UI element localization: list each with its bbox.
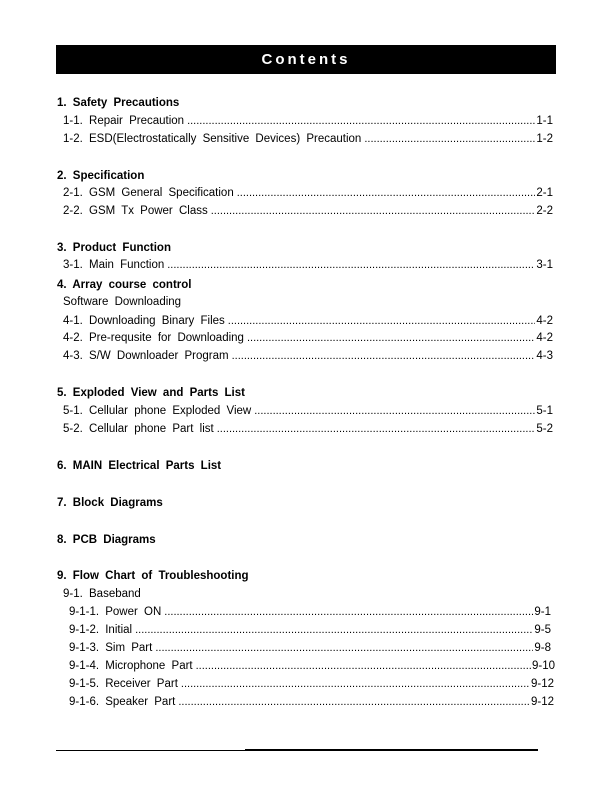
- toc-heading[interactable]: 3. Product Function: [57, 242, 171, 254]
- toc-heading[interactable]: 5. Exploded View and Parts List: [57, 387, 245, 399]
- toc-entry-label: 4-3. S/W Downloader Program: [63, 350, 229, 362]
- dot-leader: [167, 258, 535, 272]
- toc-entry[interactable]: [69, 641, 551, 655]
- toc-entry-label: 3-1. Main Function: [63, 259, 165, 271]
- toc-entry-label: 5-2. Cellular phone Part list: [63, 423, 214, 435]
- toc-entry-label: 9-1-6. Speaker Part: [69, 696, 176, 708]
- toc-entry-page: 9-5: [534, 624, 551, 636]
- toc-entry-page: 9-10: [531, 660, 555, 672]
- dot-leader: [364, 132, 535, 146]
- toc-heading[interactable]: 6. MAIN Electrical Parts List: [57, 460, 222, 472]
- footer-rule: [56, 750, 538, 751]
- toc-entry[interactable]: [63, 204, 553, 218]
- toc-heading[interactable]: 8. PCB Diagrams: [57, 534, 156, 546]
- dot-leader: [196, 659, 531, 673]
- toc-entry[interactable]: [69, 695, 554, 709]
- toc-entry-page: 4-2: [536, 315, 553, 327]
- dot-leader: [164, 605, 533, 619]
- toc-entry[interactable]: [69, 605, 551, 619]
- toc-entry[interactable]: [69, 677, 554, 691]
- dot-leader: [232, 349, 536, 363]
- toc-entry-page: 9-12: [530, 678, 554, 690]
- toc-entry-label: 1-2. ESD(Electrostatically Sensitive Devices) Precaution: [63, 133, 362, 145]
- toc-entry[interactable]: [69, 623, 551, 637]
- toc-entry[interactable]: [63, 404, 553, 418]
- toc-entry-label: 5-1. Cellular phone Exploded View: [63, 405, 252, 417]
- dot-leader: [155, 641, 533, 655]
- toc-entry-label: 9-1-1. Power ON: [69, 606, 162, 618]
- toc-entry-page: 2-2: [536, 205, 553, 217]
- dot-leader: [187, 114, 535, 128]
- toc-entry[interactable]: [63, 132, 553, 146]
- toc-entry-page: 4-2: [536, 332, 553, 344]
- toc-entry-label: 9-1-2. Initial: [69, 624, 133, 636]
- toc-entry-page: 5-2: [536, 423, 553, 435]
- dot-leader: [178, 695, 530, 709]
- dot-leader: [135, 623, 533, 637]
- dot-leader: [217, 422, 536, 436]
- toc-entry[interactable]: [63, 422, 553, 436]
- toc-subheading: Software Downloading: [63, 296, 182, 308]
- dot-leader: [211, 204, 536, 218]
- toc-entry-label: 4-2. Pre-requsite for Downloading: [63, 332, 244, 344]
- toc-entry-label: 4-1. Downloading Binary Files: [63, 315, 225, 327]
- toc-heading[interactable]: 1. Safety Precautions: [57, 97, 180, 109]
- toc-entry-label: 2-2. GSM Tx Power Class: [63, 205, 208, 217]
- toc-entry[interactable]: [63, 314, 553, 328]
- toc-entry-page: 3-1: [536, 259, 553, 271]
- toc-entry-page: 1-2: [536, 133, 553, 145]
- toc-entry[interactable]: [63, 258, 553, 272]
- dot-leader: [247, 331, 535, 345]
- toc-entry[interactable]: [69, 659, 555, 673]
- footer-rule-accent: [245, 749, 538, 750]
- dot-leader: [237, 186, 536, 200]
- dot-leader: [181, 677, 530, 691]
- toc-entry[interactable]: [63, 114, 553, 128]
- toc-entry-page: 9-12: [530, 696, 554, 708]
- toc-entry-label: 9-1-5. Receiver Part: [69, 678, 178, 690]
- toc-entry-page: 2-1: [536, 187, 553, 199]
- toc-entry[interactable]: [63, 349, 553, 363]
- toc-heading[interactable]: 4. Array course control: [57, 279, 192, 291]
- page-title: Contents: [261, 51, 351, 68]
- dot-leader: [254, 404, 535, 418]
- toc-entry-page: 4-3: [536, 350, 553, 362]
- toc-entry-label: 9-1-4. Microphone Part: [69, 660, 193, 672]
- toc-heading[interactable]: 9. Flow Chart of Troubleshooting: [57, 570, 249, 582]
- toc-subheading[interactable]: 9-1. Baseband: [63, 588, 141, 600]
- toc-entry-page: 1-1: [536, 115, 553, 127]
- toc-entry-page: 5-1: [536, 405, 553, 417]
- toc-entry-page: 9-1: [534, 606, 551, 618]
- toc-heading[interactable]: 7. Block Diagrams: [57, 497, 163, 509]
- toc-entry-label: 2-1. GSM General Specification: [63, 187, 234, 199]
- toc-entry-label: 9-1-3. Sim Part: [69, 642, 153, 654]
- toc-entry-page: 9-8: [534, 642, 551, 654]
- dot-leader: [228, 314, 536, 328]
- toc-entry[interactable]: [63, 186, 553, 200]
- toc-heading[interactable]: 2. Specification: [57, 170, 145, 182]
- toc-entry[interactable]: [63, 331, 553, 345]
- toc-entry-label: 1-1. Repair Precaution: [63, 115, 185, 127]
